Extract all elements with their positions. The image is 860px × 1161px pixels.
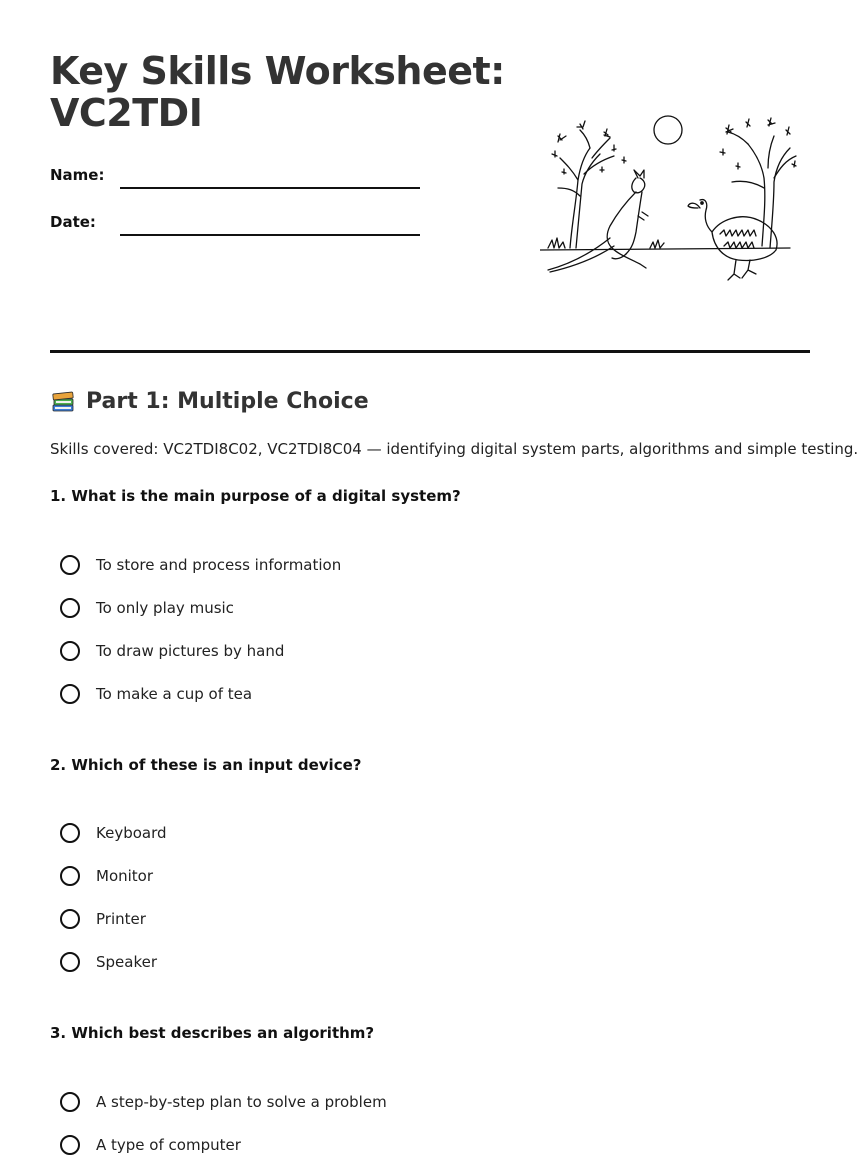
- option-label: A step-by-step plan to solve a problem: [96, 1093, 387, 1111]
- q2-option-4[interactable]: [60, 949, 157, 975]
- radio-button[interactable]: [60, 823, 80, 843]
- radio-button[interactable]: [60, 641, 80, 661]
- question-2: 2. Which of these is an input device?: [50, 756, 362, 774]
- radio-button[interactable]: [60, 555, 80, 575]
- section-divider: [50, 350, 810, 353]
- q2-option-2[interactable]: [60, 863, 153, 889]
- radio-button[interactable]: [60, 866, 80, 886]
- skills-covered-text: Skills covered: VC2TDI8C02, VC2TDI8C04 — identifying digital system parts, algorithms and simple testing.: [50, 440, 859, 458]
- sun-icon: [654, 116, 682, 144]
- title-line-2: VC2TDI: [50, 91, 203, 135]
- option-label: Monitor: [96, 867, 154, 885]
- q3-option-1[interactable]: [60, 1089, 387, 1115]
- question-1: 1. What is the main purpose of a digital system?: [50, 487, 461, 505]
- radio-button[interactable]: [60, 684, 80, 704]
- date-label: Date:: [50, 213, 96, 231]
- name-label: Name:: [50, 166, 105, 184]
- option-label: A type of computer: [96, 1136, 241, 1154]
- part-1-heading: [50, 388, 369, 414]
- right-tree-icon: [720, 118, 796, 248]
- radio-button[interactable]: [60, 598, 80, 618]
- option-label: Printer: [96, 910, 146, 928]
- option-label: To store and process information: [96, 556, 342, 574]
- radio-button[interactable]: [60, 1092, 80, 1112]
- radio-button[interactable]: [60, 1135, 80, 1155]
- radio-button[interactable]: [60, 909, 80, 929]
- name-write-line[interactable]: [120, 187, 420, 189]
- kangaroo-icon: [548, 170, 648, 272]
- q1-option-1[interactable]: [60, 552, 341, 578]
- q3-option-2[interactable]: [60, 1132, 241, 1158]
- radio-button[interactable]: [60, 952, 80, 972]
- title-line-1: Key Skills Worksheet:: [50, 49, 505, 93]
- q1-option-4[interactable]: [60, 681, 252, 707]
- option-label: Keyboard: [96, 824, 167, 842]
- worksheet-title: [50, 50, 505, 134]
- left-tree-icon: [552, 121, 626, 248]
- part-1-title: Part 1: Multiple Choice: [86, 388, 369, 414]
- q2-option-1[interactable]: [60, 820, 167, 846]
- option-label: Speaker: [96, 953, 158, 971]
- date-write-line[interactable]: [120, 234, 420, 236]
- option-label: To only play music: [96, 599, 234, 617]
- q1-option-2[interactable]: [60, 595, 234, 621]
- books-icon: [50, 388, 76, 414]
- kangaroo-emu-illustration: [540, 108, 800, 288]
- option-label: To make a cup of tea: [96, 685, 253, 703]
- q1-option-3[interactable]: [60, 638, 284, 664]
- question-3: 3. Which best describes an algorithm?: [50, 1024, 375, 1042]
- q2-option-3[interactable]: [60, 906, 146, 932]
- option-label: To draw pictures by hand: [96, 642, 285, 660]
